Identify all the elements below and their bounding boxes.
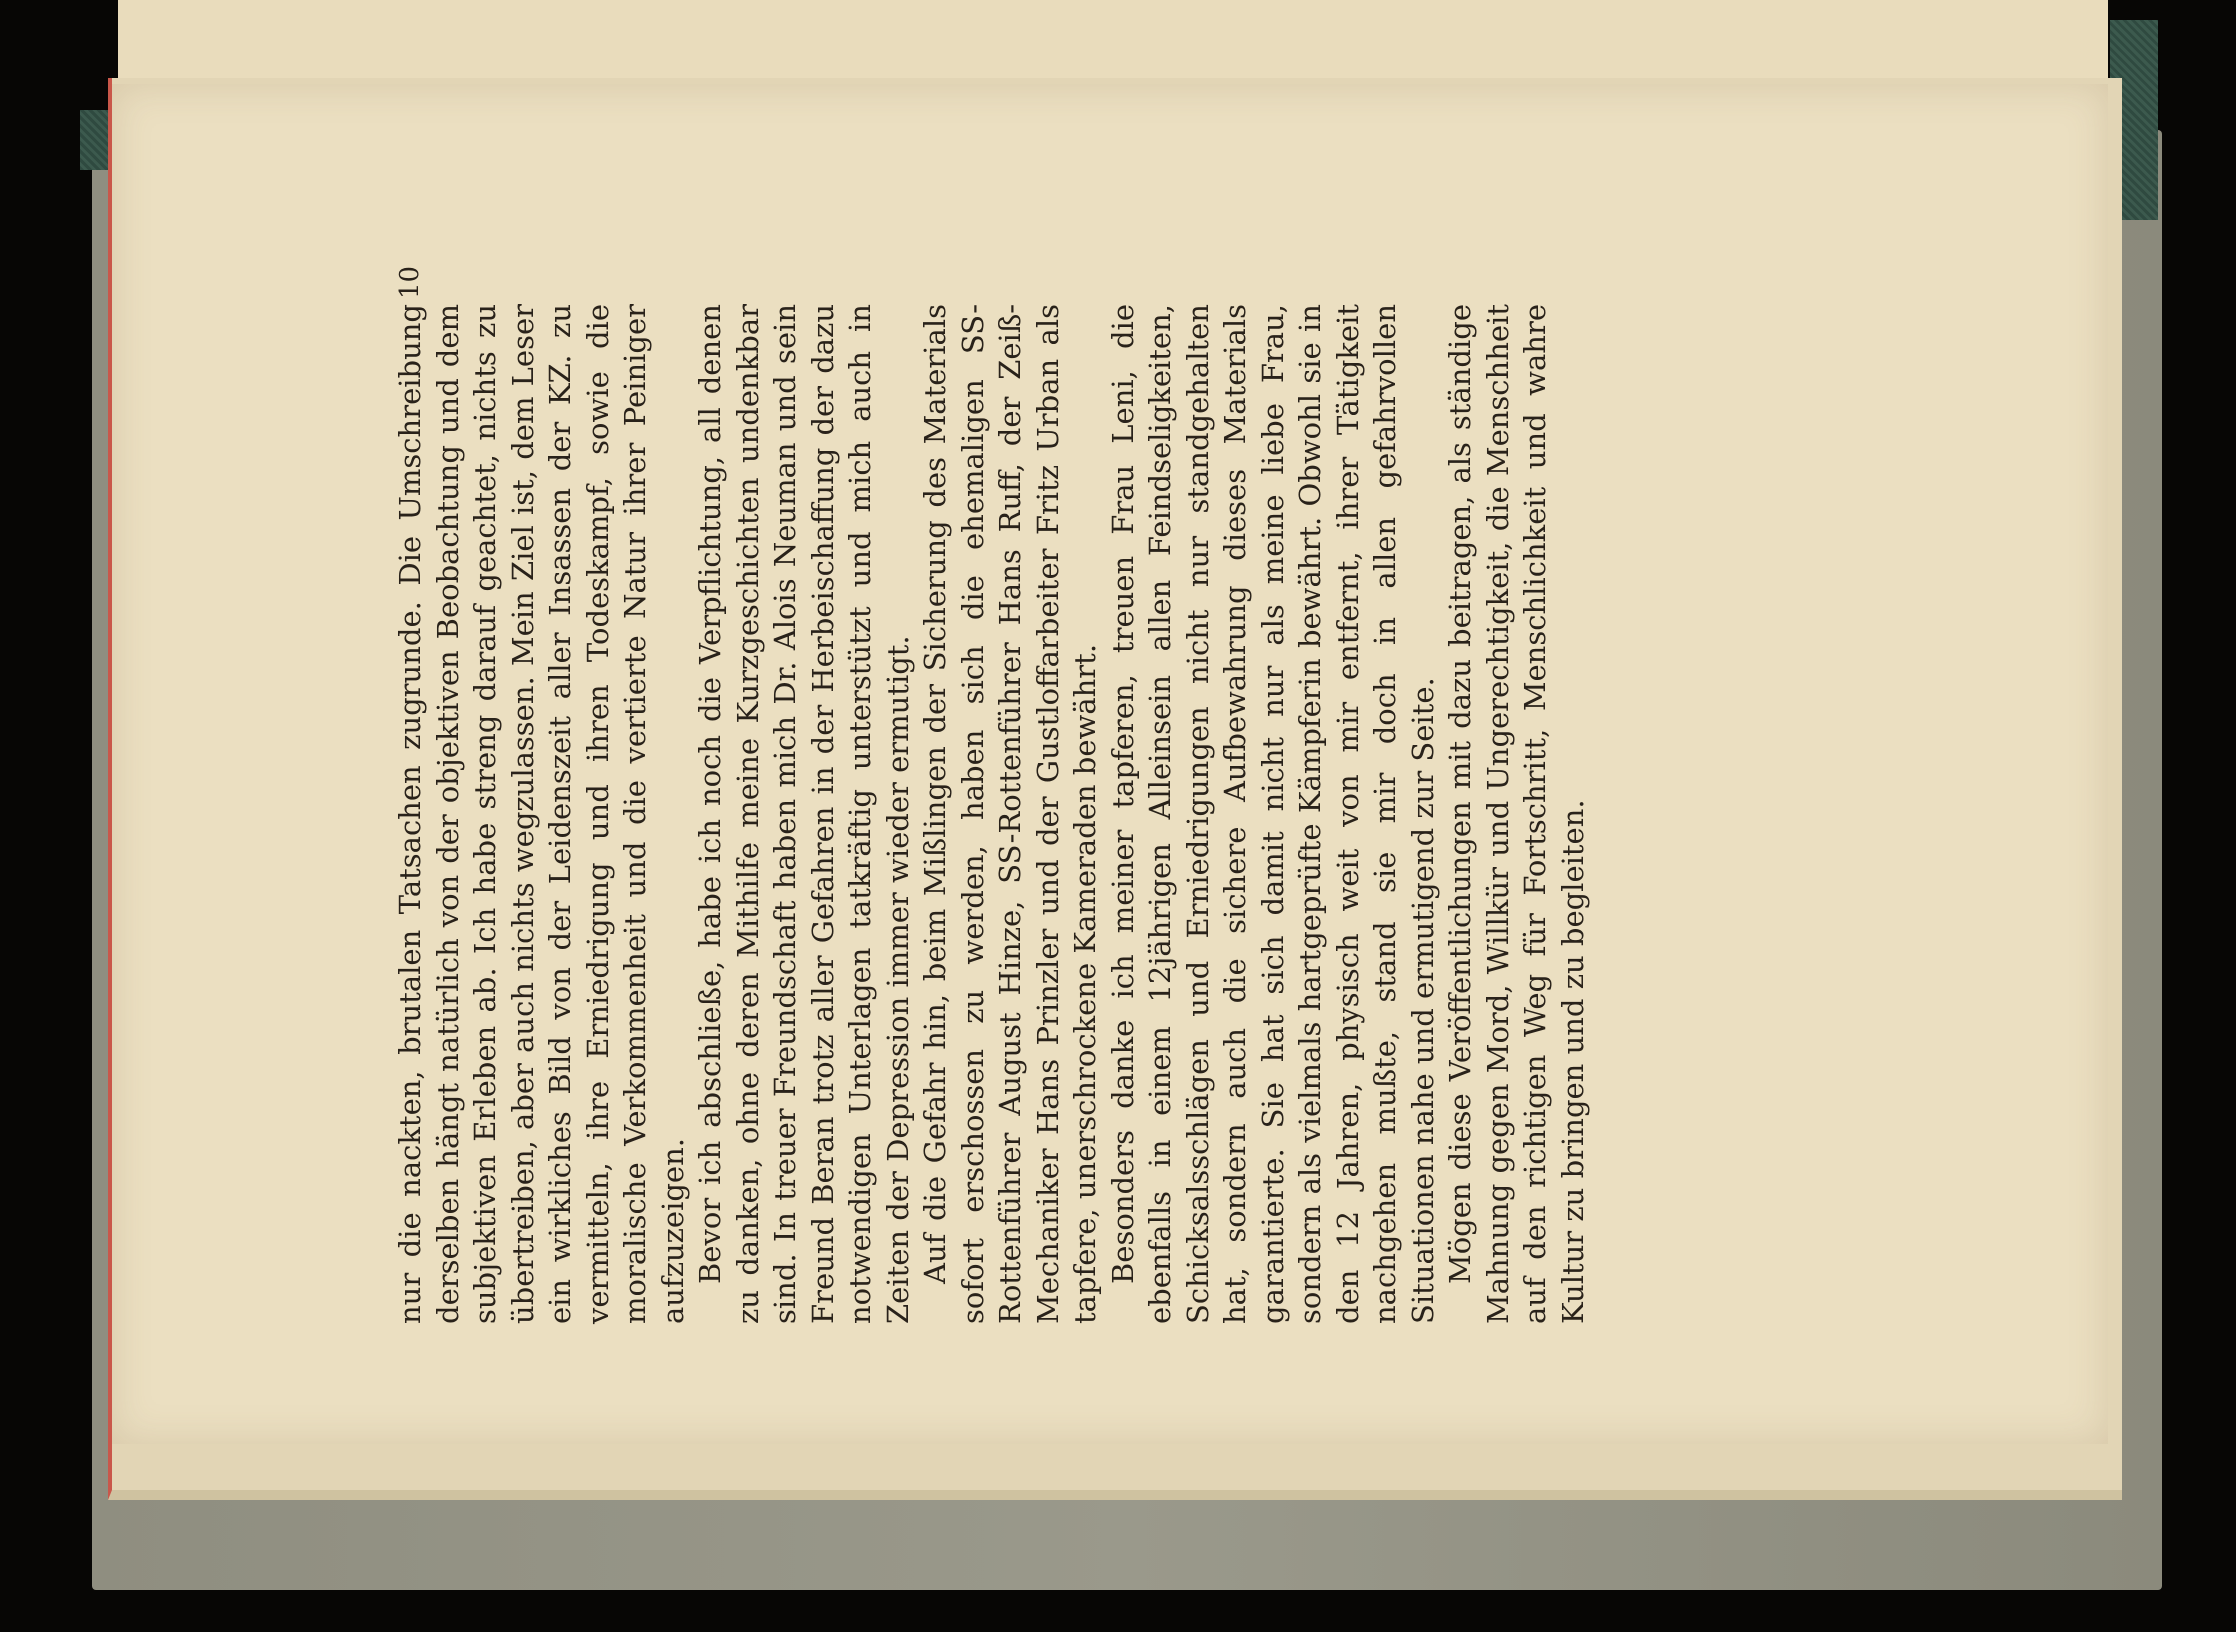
paragraph-1: nur die nackten, brutalen Tatsachen zugrunde. Die Umschreibung derselben hängt natürlich von der objektiven Beobachtung und dem subjektiven Erleben ab. Ich habe streng darauf geachtet, nichts zu übertreiben, aber auch nichts wegzulassen. Mein Ziel ist, dem Leser ein wirkliches Bild von der Leidenszeit aller Insassen der KZ. zu vermitteln, ihre Erniedrigung und ihren Todeskampf, sowie die moralische Verkommenheit und die vertierte Natur ihrer Peiniger aufzuzeigen.: [393, 304, 690, 1324]
paragraph-4: Besonders danke ich meiner tapferen, treuen Frau Leni, die ebenfalls in einem 12jährigen Alleinsein allen Feindseligkeiten, Schicksalsschlägen und Erniedrigungen nicht nur standgehalten hat, sondern auch die sichere Aufbewahrung dieses Materials garantierte. Sie hat sich damit nicht nur als meine liebe Frau, sondern als vielmals hartgeprüfte Kämpferin bewährt. Obwohl sie in den 12 Jahren, physisch weit von mir entfernt, ihrer Tätigkeit nachgehen mußte, stand sie mir doch in allen gefahrvollen Situationen nahe und ermutigend zur Seite.: [1105, 304, 1440, 1324]
facing-page-edge: [118, 0, 2108, 80]
paragraph-5: Mögen diese Veröffentlichungen mit dazu beitragen, als ständige Mahnung gegen Mord, Willkür und Ungerechtigkeit, die Menschheit auf den richtigen Weg für Fortschritt, Menschlichkeit und wahre Kultur zu bringen und zu begleiten.: [1443, 304, 1590, 1324]
paragraph-3: Auf die Gefahr hin, beim Mißlingen der Sicherung des Materials sofort erschossen zu werden, haben sich die ehemaligen SS-Rottenführer August Hinze, SS-Rottenführer Hans Ruff, der Zeiß-Mechaniker Hans Prinzler und der Gustloffarbeiter Fritz Urban als tapfere, unerschrockene Kameraden bewährt.: [918, 304, 1102, 1324]
page-text-frame: [392, 265, 2072, 1414]
paragraph-2: Bevor ich abschließe, habe ich noch die Verpflichtung, all denen zu danken, ohne deren Mithilfe meine Kurzgeschichten undenkbar sind. In treuer Freundschaft haben mich Dr. Alois Neuman und sein Freund Beran trotz aller Gefahren in der Herbeischaffung der dazu notwendigen Unterlagen tatkräftig unterstützt und mich auch in Zeiten der Depression immer wieder ermutigt.: [693, 304, 915, 1324]
page-text-column: [392, 265, 2072, 1324]
page-number: 10: [395, 265, 425, 299]
book-page: [112, 84, 2108, 1444]
